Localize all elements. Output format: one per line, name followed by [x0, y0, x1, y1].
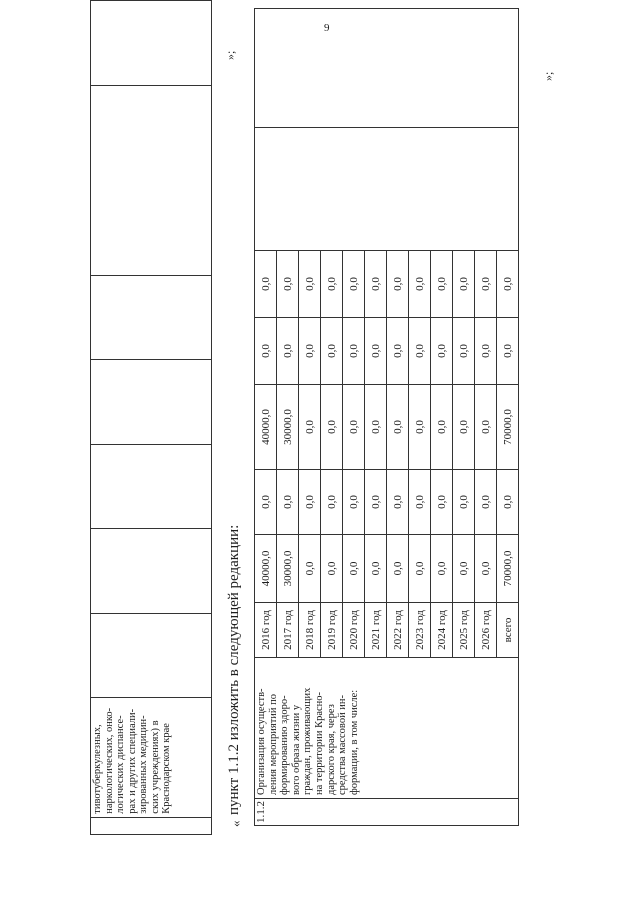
- item-text-line: формации, в том числе:: [348, 689, 360, 795]
- description-line: тивотуберкулезных,: [92, 724, 103, 814]
- description-line: логических диспансе-: [115, 715, 126, 814]
- value-cell-v1: 0,0: [409, 535, 431, 603]
- item-text-line: дарского края, через: [325, 704, 337, 795]
- year-cell: всего: [497, 603, 519, 658]
- value-cell-v3: 40000,0: [255, 385, 277, 470]
- year-cell: 2019 год: [321, 603, 343, 658]
- year-cell: 2024 год: [431, 603, 453, 658]
- item-text-cell: [255, 658, 519, 799]
- value-cell-v5: 0,0: [343, 251, 365, 318]
- table-row: [91, 1, 212, 835]
- value-cell-v5: 0,0: [365, 251, 387, 318]
- table-cell: [91, 613, 212, 697]
- table-cell: [91, 275, 212, 359]
- value-cell-v5: 0,0: [387, 251, 409, 318]
- value-cell-v3: 0,0: [321, 385, 343, 470]
- value-cell-v1: 0,0: [365, 535, 387, 603]
- value-cell-v1: 0,0: [321, 535, 343, 603]
- value-cell-v4: 0,0: [453, 318, 475, 385]
- value-cell-v5: 0,0: [453, 251, 475, 318]
- value-cell-v3: 70000,0: [497, 385, 519, 470]
- item-text-line: ления мероприятий по: [267, 693, 279, 795]
- value-cell-v1: 0,0: [343, 535, 365, 603]
- item-text-line: формированию здоро-: [279, 695, 291, 795]
- value-cell-v4: 0,0: [475, 318, 497, 385]
- year-cell: 2025 год: [453, 603, 475, 658]
- value-cell-v1: 0,0: [387, 535, 409, 603]
- page-number: 9: [324, 22, 330, 34]
- opening-quote: «: [228, 820, 243, 827]
- description-cell: [91, 698, 212, 818]
- empty-cell: [255, 9, 519, 128]
- table-cell: [91, 360, 212, 444]
- closing-quote: »;: [541, 71, 555, 81]
- year-cell: 2026 год: [475, 603, 497, 658]
- value-cell-v2: 0,0: [387, 470, 409, 535]
- description-line: рах и других специали-: [126, 708, 138, 814]
- value-cell-v4: 0,0: [299, 318, 321, 385]
- year-cell: 2020 год: [343, 603, 365, 658]
- item-text-line: Организация осуществ-: [256, 688, 267, 795]
- value-cell-v4: 0,0: [409, 318, 431, 385]
- value-cell-v4: 0,0: [365, 318, 387, 385]
- closing-quote: »;: [223, 50, 237, 60]
- value-cell-v1: 70000,0: [497, 535, 519, 603]
- value-cell-v2: 0,0: [475, 470, 497, 535]
- value-cell-v2: 0,0: [255, 470, 277, 535]
- year-cell: 2017 год: [277, 603, 299, 658]
- value-cell-v1: 0,0: [431, 535, 453, 603]
- value-cell-v4: 0,0: [387, 318, 409, 385]
- amendment-instruction: пункт 1.1.2 изложить в следующей редакции:: [226, 524, 242, 815]
- value-cell-v5: 0,0: [409, 251, 431, 318]
- value-cell-v2: 0,0: [277, 470, 299, 535]
- value-cell-v2: 0,0: [409, 470, 431, 535]
- description-line: наркологических, онко-: [103, 707, 115, 814]
- value-cell-v3: 0,0: [475, 385, 497, 470]
- year-cell: 2016 год: [255, 603, 277, 658]
- item-text-line: вого образа жизни у: [290, 704, 302, 795]
- value-cell-v1: 0,0: [475, 535, 497, 603]
- value-cell-v2: 0,0: [343, 470, 365, 535]
- value-cell-v4: 0,0: [497, 318, 519, 385]
- year-cell: 2023 год: [409, 603, 431, 658]
- value-cell-v4: 0,0: [431, 318, 453, 385]
- previous-table-fragment: [90, 0, 212, 835]
- value-cell-v3: 0,0: [343, 385, 365, 470]
- year-cell: 2022 год: [387, 603, 409, 658]
- item-text-line: граждан, проживающих: [302, 687, 314, 795]
- value-cell-v5: 0,0: [277, 251, 299, 318]
- value-cell-v2: 0,0: [321, 470, 343, 535]
- value-cell-v5: 0,0: [299, 251, 321, 318]
- value-cell-v2: 0,0: [365, 470, 387, 535]
- value-cell-v3: 0,0: [431, 385, 453, 470]
- table-cell: [91, 529, 212, 613]
- value-cell-v2: 0,0: [299, 470, 321, 535]
- item-number-cell: 1.1.2: [255, 799, 519, 826]
- value-cell-v5: 0,0: [475, 251, 497, 318]
- value-cell-v3: 30000,0: [277, 385, 299, 470]
- table-cell: [91, 444, 212, 528]
- table-cell: [91, 85, 212, 275]
- value-cell-v5: 0,0: [497, 251, 519, 318]
- item-text-line: на территории Красно-: [313, 691, 325, 795]
- value-cell-v3: 0,0: [365, 385, 387, 470]
- value-cell-v4: 0,0: [255, 318, 277, 385]
- value-cell-v4: 0,0: [277, 318, 299, 385]
- value-cell-v3: 0,0: [299, 385, 321, 470]
- value-cell-v1: 0,0: [299, 535, 321, 603]
- table-cell: [91, 1, 212, 86]
- main-table: [254, 8, 519, 826]
- value-cell-v5: 0,0: [431, 251, 453, 318]
- value-cell-v4: 0,0: [343, 318, 365, 385]
- description-line: зированных медицин-: [138, 715, 149, 814]
- description-line: ских учреждениях) в: [149, 720, 161, 814]
- value-cell-v5: 0,0: [321, 251, 343, 318]
- value-cell-v2: 0,0: [453, 470, 475, 535]
- value-cell-v1: 30000,0: [277, 535, 299, 603]
- item-text-line: средства массовой ин-: [337, 694, 349, 795]
- value-cell-v1: 40000,0: [255, 535, 277, 603]
- value-cell-v3: 0,0: [387, 385, 409, 470]
- value-cell-v3: 0,0: [453, 385, 475, 470]
- value-cell-v2: 0,0: [497, 470, 519, 535]
- year-cell: 2018 год: [299, 603, 321, 658]
- table-cell: [91, 817, 212, 834]
- empty-cell: [255, 128, 519, 251]
- value-cell-v5: 0,0: [255, 251, 277, 318]
- value-cell-v2: 0,0: [431, 470, 453, 535]
- description-line: Краснодарском крае: [161, 723, 172, 814]
- year-cell: 2021 год: [365, 603, 387, 658]
- value-cell-v3: 0,0: [409, 385, 431, 470]
- table-row: [255, 9, 277, 826]
- value-cell-v4: 0,0: [321, 318, 343, 385]
- value-cell-v1: 0,0: [453, 535, 475, 603]
